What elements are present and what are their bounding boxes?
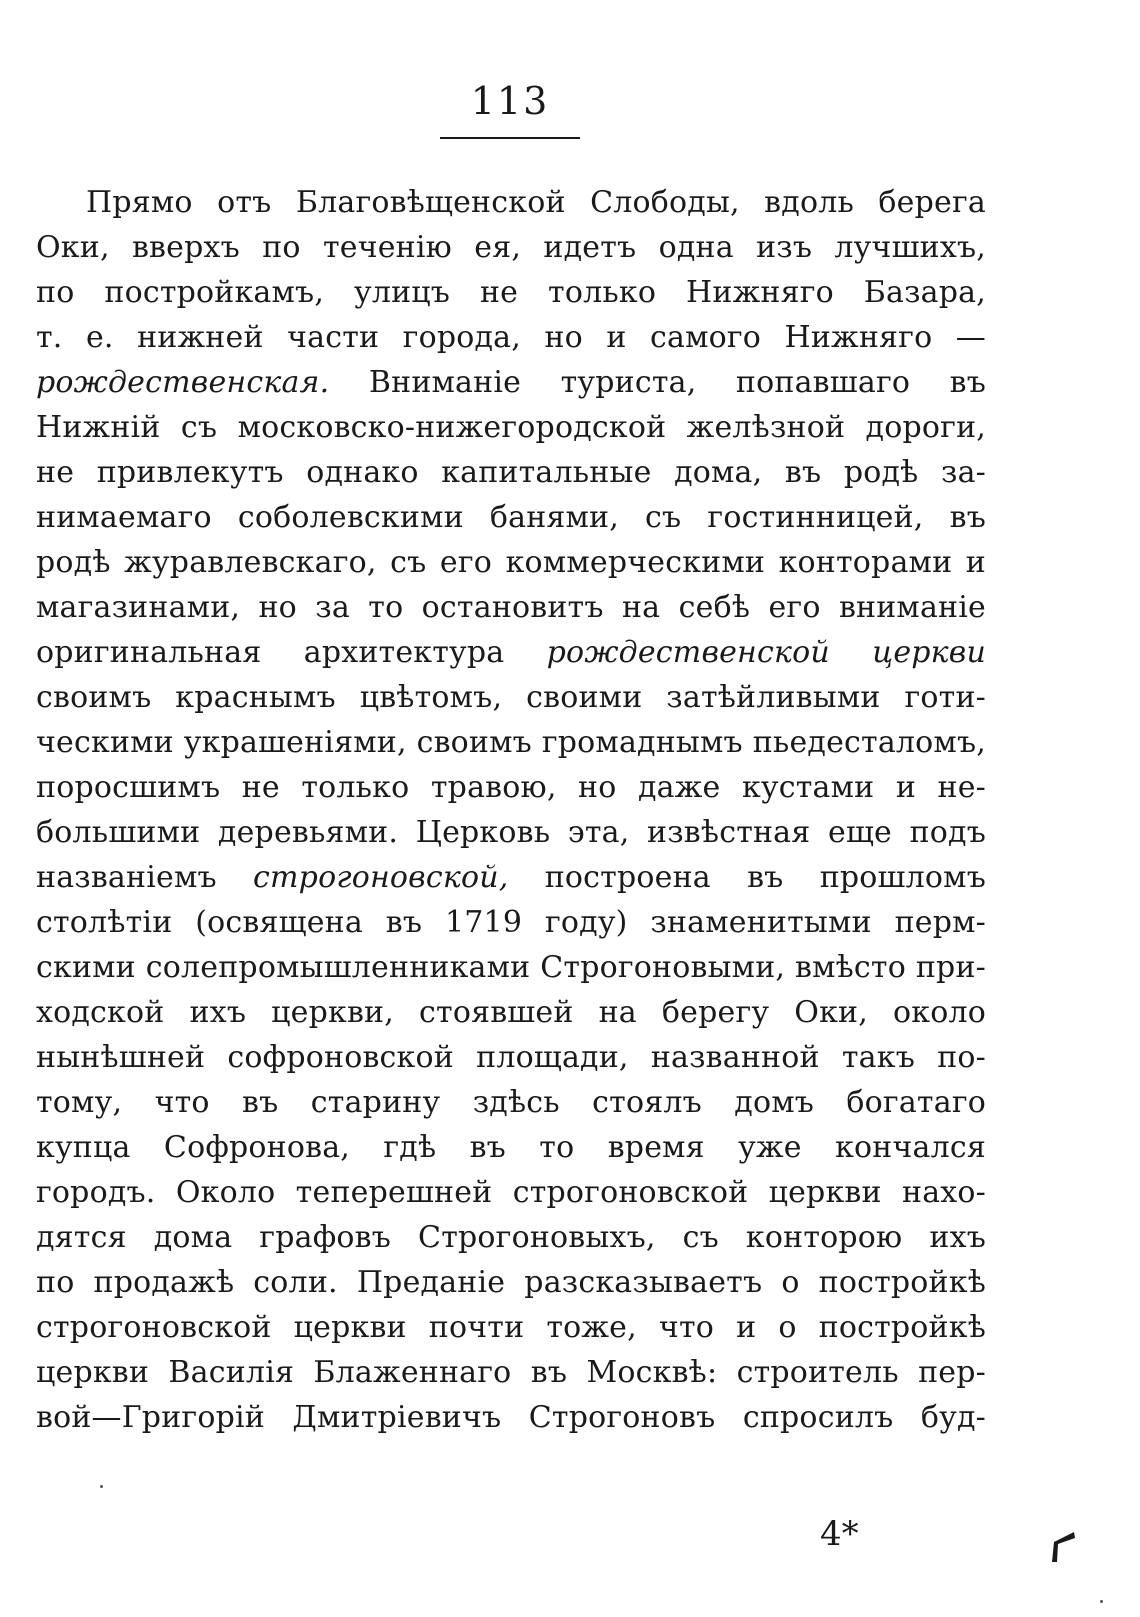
text-segment: поросшимъ не только травою, но даже кустами и не- — [36, 770, 986, 805]
text-segment: Нижній съ московско-нижегородской желѣзной дороги, — [36, 410, 986, 445]
text-line — [36, 450, 986, 495]
text-segment: оригинальная архитектура — [36, 635, 547, 670]
text-line — [36, 900, 986, 945]
text-segment: купца Софронова, гдѣ въ то время уже кончался — [36, 1130, 986, 1165]
text-segment: строгоновской церкви почти тоже, что и о постройкѣ — [36, 1310, 986, 1345]
text-line — [36, 1395, 986, 1440]
edge-mark — [1048, 1528, 1076, 1562]
text-line — [36, 360, 986, 405]
text-line — [36, 810, 986, 855]
text-line — [36, 270, 986, 315]
text-line — [36, 1125, 986, 1170]
text-segment: вой—Григорій Дмитріевичъ Строгоновъ спросилъ буд- — [36, 1400, 986, 1435]
text-segment: скими солепромышленниками Строгоновыми, вмѣсто при- — [36, 950, 986, 985]
text-segment: т. е. нижней части города, но и самого Нижняго — — [36, 320, 986, 355]
text-line — [36, 1350, 986, 1395]
text-line — [36, 1170, 986, 1215]
text-segment: построена въ прошломъ — [508, 860, 986, 895]
text-line — [36, 180, 986, 225]
text-segment: нимаемаго соболевскими банями, съ гостинницей, въ — [36, 500, 986, 535]
text-line — [36, 1305, 986, 1350]
text-segment: Вниманіе туриста, попавшаго въ — [329, 365, 986, 400]
text-segment: ческими украшеніями, своимъ громаднымъ пьедесталомъ, — [36, 725, 986, 760]
text-line — [36, 225, 986, 270]
italic-term: рождественской церкви — [546, 635, 986, 670]
text-segment: столѣтіи (освящена въ 1719 году) знаменитыми перм- — [36, 905, 986, 940]
text-segment: по постройкамъ, улицъ не только Нижняго Базара, — [36, 275, 986, 310]
text-line — [36, 855, 986, 900]
italic-term: рождественская. — [36, 365, 330, 400]
text-segment: названіемъ — [36, 860, 254, 895]
text-segment: ходской ихъ церкви, стоявшей на берегу Оки, около — [36, 995, 986, 1030]
body-text — [36, 180, 986, 1440]
italic-term: строгоновской, — [253, 860, 509, 895]
text-line — [36, 720, 986, 765]
text-line — [36, 945, 986, 990]
text-segment: церкви Василія Блаженнаго въ Москвѣ: строитель пер- — [36, 1355, 986, 1390]
text-segment: магазинами, но за то остановитъ на себѣ его вниманіе — [36, 590, 986, 625]
text-segment: родѣ журавлевскаго, съ его коммерческими конторами и — [36, 545, 986, 580]
text-segment: тому, что въ старину здѣсь стоялъ домъ богатаго — [36, 1085, 986, 1120]
text-line — [36, 1080, 986, 1125]
signature-mark: 4* — [820, 1514, 859, 1554]
text-segment: большими деревьями. Церковь эта, извѣстная еще подъ — [36, 815, 986, 850]
speck — [1100, 1600, 1103, 1603]
text-line — [36, 765, 986, 810]
text-line — [36, 630, 986, 675]
text-segment: городъ. Около теперешней строгоновской церкви нахо- — [36, 1175, 986, 1210]
text-line — [36, 585, 986, 630]
text-line — [36, 1260, 986, 1305]
text-segment: нынѣшней софроновской площади, названной такъ по- — [36, 1040, 986, 1075]
text-line — [36, 315, 986, 360]
text-segment: дятся дома графовъ Строгоновыхъ, съ конторою ихъ — [36, 1220, 986, 1255]
text-line — [36, 495, 986, 540]
text-line — [36, 1215, 986, 1260]
text-segment: Прямо отъ Благовѣщенской Слободы, вдоль берега — [86, 185, 986, 220]
header-rule — [440, 137, 580, 139]
text-line — [36, 1035, 986, 1080]
text-line — [36, 405, 986, 450]
text-line — [36, 540, 986, 585]
text-line — [36, 675, 986, 720]
text-segment: Оки, вверхъ по теченію ея, идетъ одна изъ лучшихъ, — [36, 230, 986, 265]
speck — [100, 1485, 103, 1488]
text-segment: своимъ краснымъ цвѣтомъ, своими затѣйливыми готи- — [36, 680, 986, 715]
text-segment: по продажѣ соли. Преданіе разсказываетъ о постройкѣ — [36, 1265, 986, 1300]
page-number: 113 — [470, 79, 550, 123]
text-line — [36, 990, 986, 1035]
text-segment: не привлекутъ однако капитальные дома, въ родѣ за- — [36, 455, 986, 490]
